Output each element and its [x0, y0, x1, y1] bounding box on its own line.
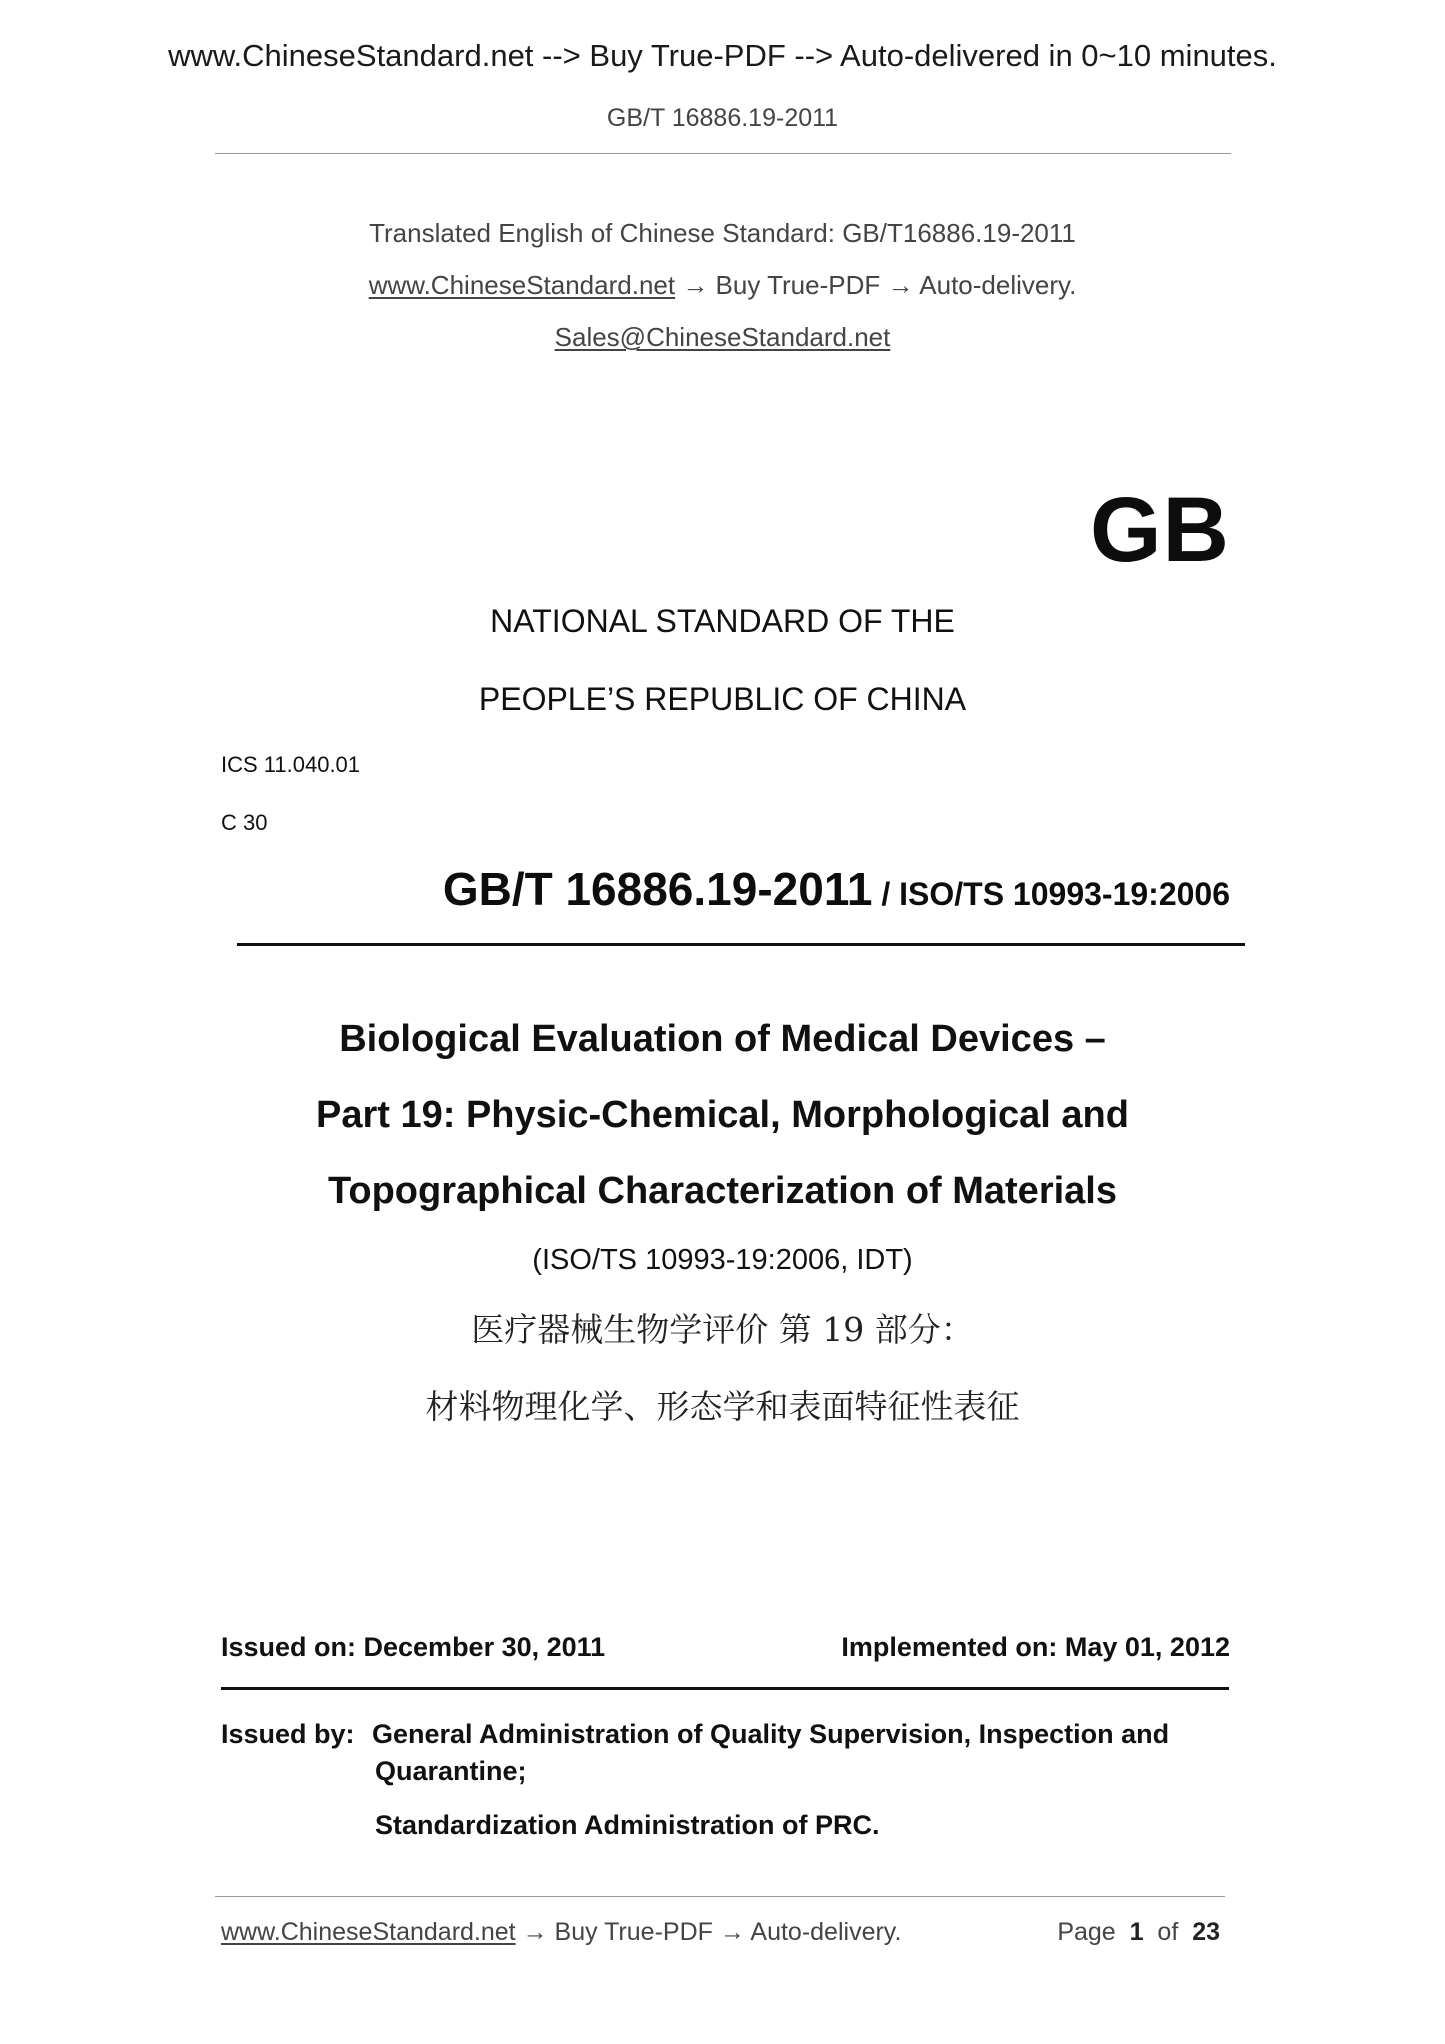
chinese-title-line2: 材料物理化学、形态学和表面特征性表征 — [425, 1387, 1020, 1426]
adopted-standard: / ISO/TS 10993-19:2006 — [872, 876, 1230, 912]
title-line2: Part 19: Physic-Chemical, Morphological and — [316, 1094, 1129, 1136]
page-current: 1 — [1129, 1918, 1144, 1946]
issued-by-label: Issued by: — [221, 1719, 355, 1749]
standard-number-divider — [237, 943, 1245, 946]
gb-logo: GB — [1090, 479, 1230, 581]
promo-site-link[interactable]: www.ChineseStandard.net — [368, 270, 676, 300]
ics-code: ICS 11.040.01 — [221, 752, 361, 777]
issued-by-line1: General Administration of Quality Supervision, Inspection and — [372, 1719, 1170, 1749]
standard-number: GB/T 16886.19-2011 — [442, 863, 873, 915]
sales-line — [0, 322, 1445, 353]
footer-site-link[interactable]: www.ChineseStandard.net — [221, 1918, 516, 1946]
issued-by-line3: Standardization Administration of PRC. — [375, 1810, 880, 1840]
promo-buy-text: → Buy True-PDF → Auto-delivery. — [675, 270, 1077, 300]
top-banner[interactable]: www.ChineseStandard.net --> Buy True-PDF --> Auto-delivered in 0~10 minutes. — [168, 38, 1277, 73]
header-standard-code: GB/T 16886.19-2011 — [606, 104, 839, 132]
national-standard-line1: NATIONAL STANDARD OF THE — [490, 603, 955, 639]
footer-divider — [215, 1896, 1225, 1897]
issued-on-date: Issued on: December 30, 2011 — [221, 1632, 606, 1662]
national-standard-line2: PEOPLE’S REPUBLIC OF CHINA — [478, 681, 967, 717]
translated-notice: Translated English of Chinese Standard: GB/T16886.19-2011 — [369, 218, 1076, 248]
page-label: Page — [1057, 1918, 1116, 1946]
title-line3: Topographical Characterization of Materials — [327, 1170, 1117, 1212]
issue-divider — [221, 1687, 1229, 1690]
issued-by-line2: Quarantine; — [375, 1756, 527, 1786]
footer-buy-text: → Buy True-PDF → Auto-delivery. — [515, 1918, 902, 1946]
implemented-on-date: Implemented on: May 01, 2012 — [841, 1632, 1230, 1662]
idt-note: (ISO/TS 10993-19:2006, IDT) — [532, 1244, 913, 1276]
header-divider — [215, 153, 1231, 154]
sales-email-link[interactable]: Sales@ChineseStandard.net — [554, 322, 891, 352]
classification-code: C 30 — [221, 810, 268, 835]
page-of: of — [1157, 1918, 1179, 1946]
page-total: 23 — [1192, 1918, 1220, 1946]
title-line1: Biological Evaluation of Medical Devices – — [339, 1018, 1106, 1060]
chinese-title-line1: 医疗器械生物学评价 第 19 部分： — [471, 1310, 974, 1349]
promo-line — [0, 270, 1445, 301]
standard-number-line — [0, 862, 1230, 916]
page-indicator — [0, 1918, 1220, 1947]
